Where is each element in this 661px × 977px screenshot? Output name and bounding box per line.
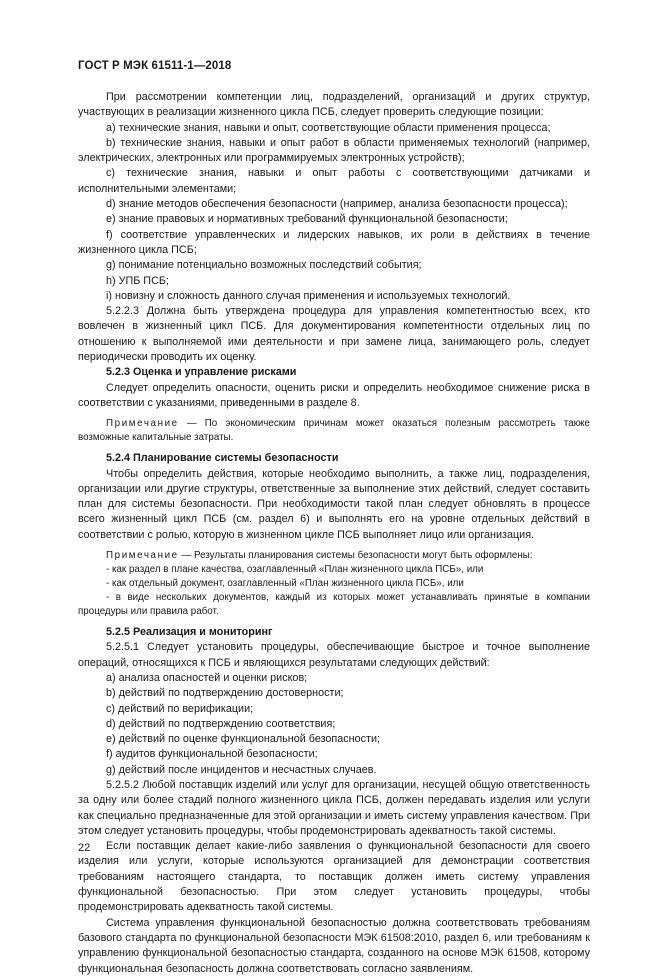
note-label: Примечание — [106, 550, 179, 562]
list-item: b) технические знания, навыки и опыт работ в области применяемых технологий (например, электрических, электронных или программируемых электронных устройств); — [78, 136, 590, 165]
list-item: f) аудитов функциональной безопасности; — [106, 748, 318, 761]
list-item: h) УПБ ПСБ; — [106, 274, 169, 287]
list-item: d) знание методов обеспечения безопасности (например, анализа безопасности процесса); — [106, 198, 568, 211]
list-item: c) технические знания, навыки и опыт работы с соответствующими датчиками и исполнительными элементами; — [78, 167, 590, 195]
list-item: e) знание правовых и нормативных требований функциональной безопасности; — [106, 213, 508, 226]
list-item: e) действий по оценке функциональной безопасности; — [106, 733, 381, 746]
paragraph-5-2-5-2: 5.2.5.2 Любой поставщик изделий или услуг для организации, несущей общую ответственность за одну или более стадий полного жизненного цикла ПСБ, должен передавать изделия или услуги как специально предназначенные для этой организации и иметь систему управления качеством. При этом следует установить процедуры, чтобы продемонстрировать адекватность такой системы. — [78, 778, 590, 837]
list-item: b) действий по подтверждению достоверности; — [106, 687, 344, 700]
document-header: ГОСТ Р МЭК 61511-1—2018 — [78, 60, 232, 72]
page-number: 22 — [78, 842, 91, 854]
dash-item: - как раздел в плане качества, озаглавленный «План жизненного цикла ПСБ», или — [106, 564, 484, 576]
note-economic — [78, 417, 590, 445]
paragraph-5-2-2-3: 5.2.2.3 Должна быть утверждена процедура для управления компетентностью всех, кто вовлечен в жизненный цикл ПСБ. Для документирования компетентности отдельных лиц по отношению к выполняемой ими деятельности и при замене лица, занимающего роль, следует периодически проводить их оценку. — [78, 305, 590, 364]
section-heading-5-2-4: 5.2.4 Планирование системы безопасности — [106, 452, 339, 465]
paragraph-5-2-5-1: 5.2.5.1 Следует установить процедуры, обеспечивающие быстрое и точное выполнение операций, относящихся к ПСБ и являющихся результатами следующих действий: — [78, 641, 590, 669]
list-item: g) понимание потенциально возможных последствий события; — [106, 259, 422, 272]
paragraph-management-system: Система управления функциональной безопасностью должна соответствовать требованиям базового стандарта по функциональной безопасности МЭК 61508:2010, раздел 6, или требованиям к управлению функциональной безопасностью стандарта, созданного на основе МЭК 61508, которому функциональная безопасность должна соответствовать согласно заявлениям. — [78, 916, 590, 975]
dash-item: - в виде нескольких документов, каждый из которых может устанавливать принятые в компании процедуры или правила работ. — [78, 592, 590, 618]
paragraph-competence-intro: При рассмотрении компетенции лиц, подразделений, организаций и других структур, участвующих в реализации жизненного цикла ПСБ, следует проверить следующие позиции: — [78, 91, 590, 119]
note-planning — [78, 549, 590, 563]
note-text: — По экономическим причинам может оказаться полезным рассмотреть также возможные капитальные затраты. — [78, 418, 590, 444]
dash-item: - как отдельный документ, озаглавленный «План жизненного цикла ПСБ», или — [106, 578, 464, 590]
list-item: a) технические знания, навыки и опыт, соответствующие области применения процесса; — [106, 121, 551, 134]
paragraph-planning: Чтобы определить действия, которые необходимо выполнить, а также лиц, подразделения, организации или другие структуры, ответственные за выполнение этих действий, следует составить план для системы безопасности. При необходимости такой план следует обновлять в процессе всего жизненный цикл ПСБ (см. раздел 6) и выполнять его на уровне отдельных действий в соответствии с ролью, которую в жизненном цикле ПСБ выполняет лицо или организация. — [78, 467, 590, 541]
list-item: g) действий после инцидентов и несчастных случаев. — [106, 763, 377, 776]
note-text: — Результаты планирования системы безопасности могут быть оформлены: — [178, 550, 533, 562]
paragraph-risk: Следует определить опасности, оценить риски и определить необходимое снижение риска в соответствии с указаниями, приведенными в разделе 8. — [78, 381, 590, 409]
section-heading-5-2-3: 5.2.3 Оценка и управление рисками — [106, 366, 297, 379]
paragraph-supplier: Если поставщик делает какие-либо заявления о функциональной безопасности для своего изделия или услуги, которые используются организацией для демонстрации соответствия требованиям настоящего стандарта, то поставщик должен иметь систему управления функциональной безопасностью. При этом следует установить процедуры, чтобы продемонстрировать адекватность такой системы. — [78, 840, 590, 914]
document-body — [78, 90, 590, 977]
list-item: d) действий по подтверждению соответствия; — [106, 717, 336, 730]
list-item: i) новизну и сложность данного случая применения и используемых технологий. — [106, 289, 511, 302]
note-label: Примечание — [106, 418, 179, 430]
list-item: a) анализа опасностей и оценки рисков; — [106, 671, 308, 684]
list-item: c) действий по верификации; — [106, 702, 254, 715]
section-heading-5-2-5: 5.2.5 Реализация и мониторинг — [106, 626, 273, 639]
list-item: f) соответствие управленческих и лидерских навыков, их роли в действиях в течение жизненного цикла ПСБ; — [78, 228, 590, 256]
